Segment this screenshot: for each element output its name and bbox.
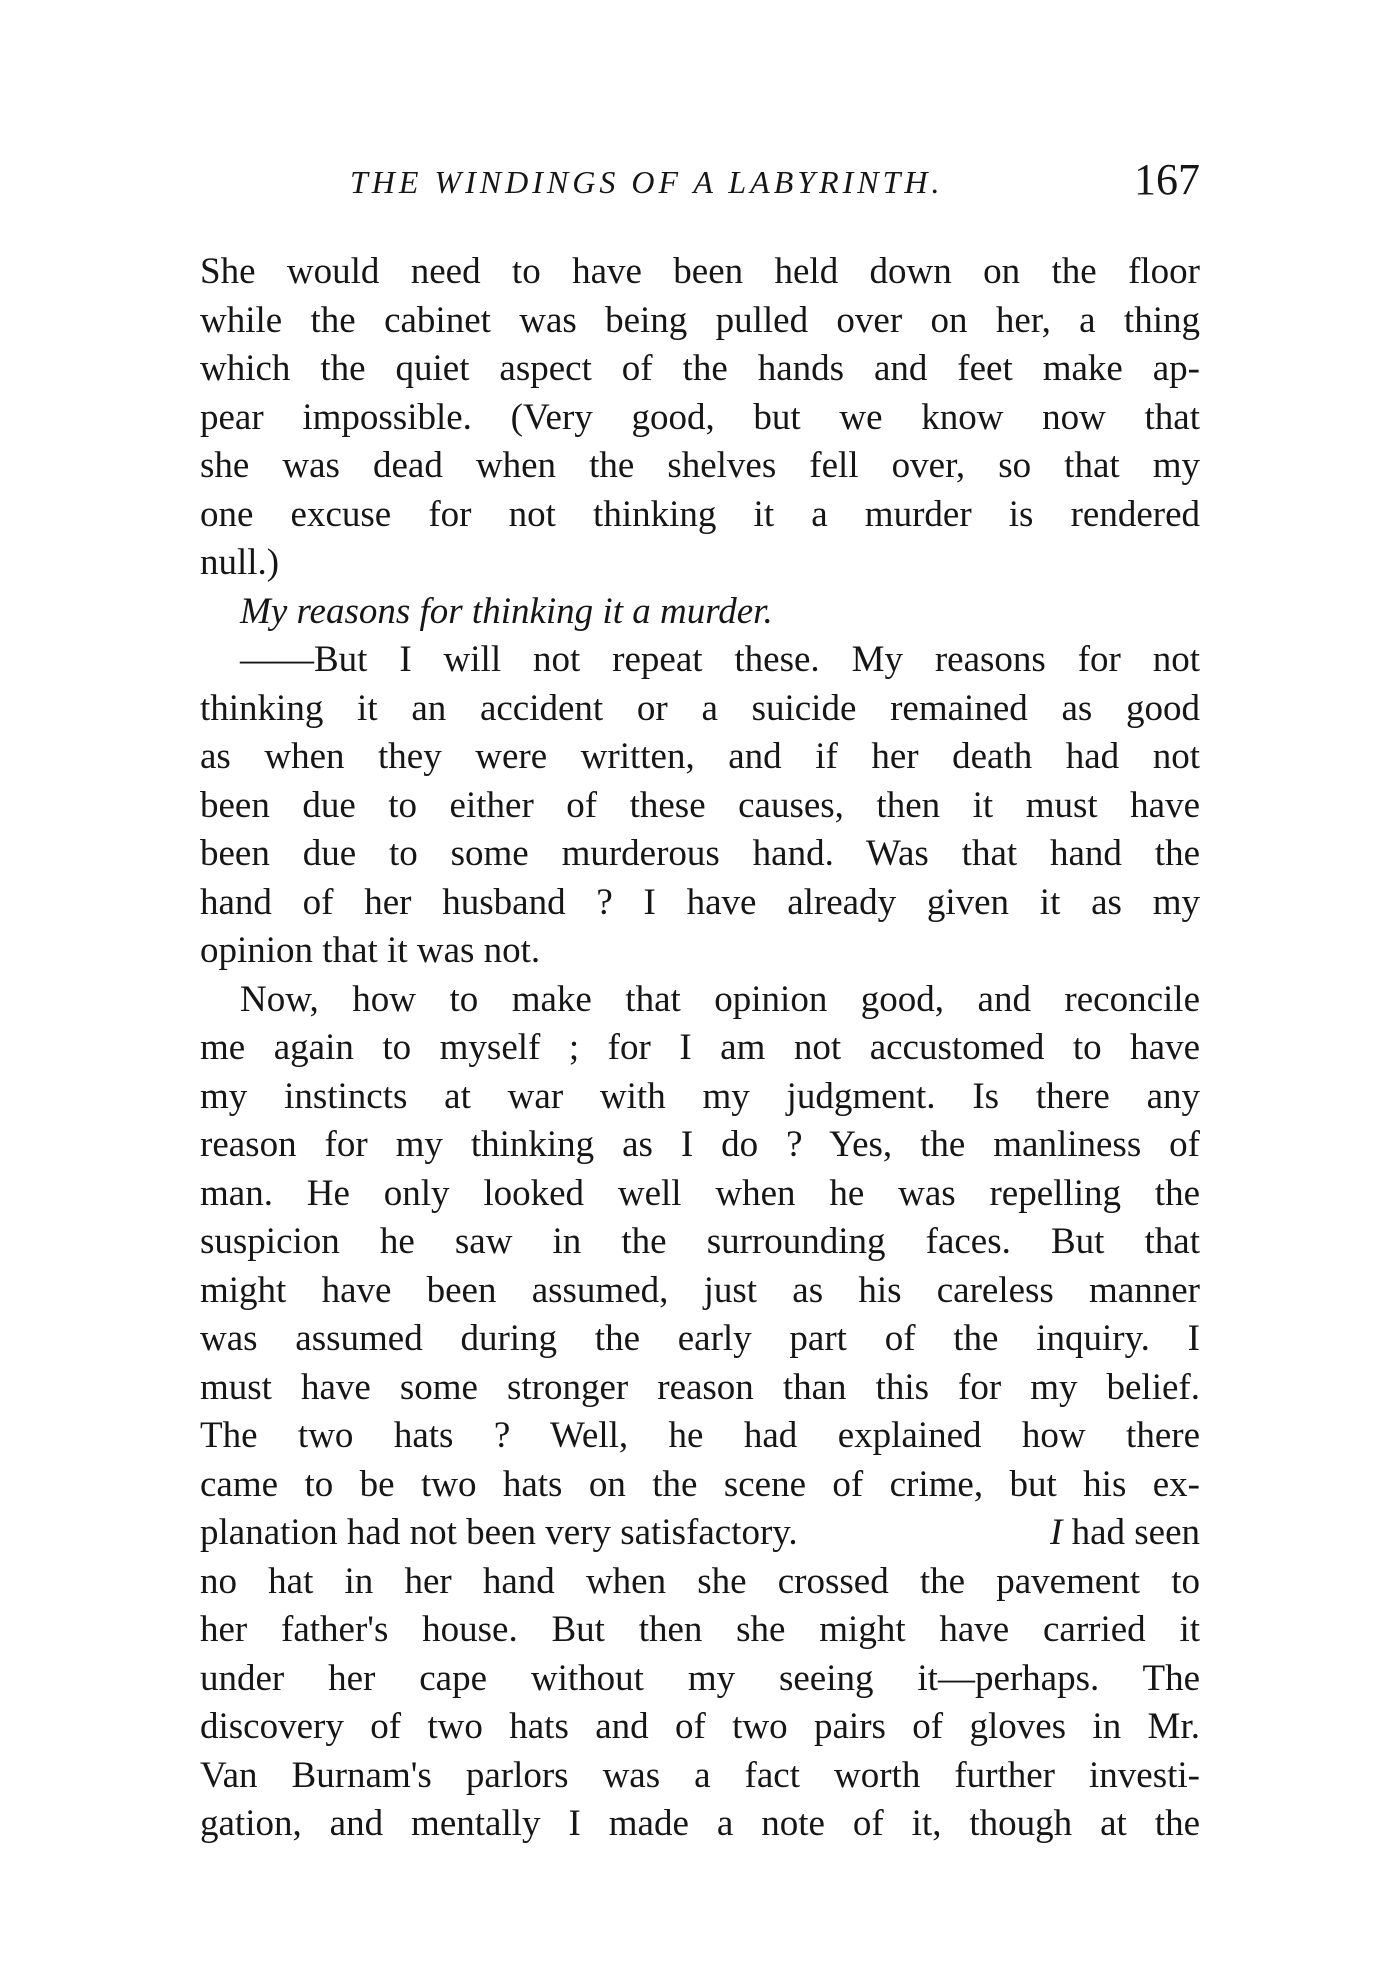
text-segment: had seen: [1071, 1512, 1200, 1553]
text-segment: planation had not been very satisfactory.: [200, 1512, 798, 1553]
text-line: suspicion he saw in the surrounding faces. But that: [200, 1221, 1200, 1262]
text-line: which the quiet aspect of the hands and feet make ap-: [200, 348, 1200, 389]
text-line: came to be two hats on the scene of crime, but his ex-: [200, 1463, 1200, 1505]
text-line: discovery of two hats and of two pairs of gloves in Mr.: [200, 1706, 1200, 1747]
text-line: she was dead when the shelves fell over, so that my: [200, 445, 1200, 486]
text-line: her father's house. But then she might have carried it: [200, 1609, 1200, 1650]
running-title: THE WINDINGS OF A LABYRINTH.: [350, 164, 944, 200]
text-line: while the cabinet was being pulled over on her, a thing: [200, 299, 1200, 341]
text-line: must have some stronger reason than this for my belief.: [200, 1366, 1200, 1408]
text-line: no hat in her hand when she crossed the pavement to: [200, 1560, 1200, 1602]
text-line: been due to either of these causes, then it must have: [200, 784, 1200, 826]
text-line: pear impossible. (Very good, but we know now that: [200, 396, 1200, 438]
section-heading: My reasons for thinking it a murder.: [240, 590, 773, 632]
body-text: [200, 248, 1200, 1849]
text-line: been due to some murderous hand. Was that hand the: [200, 833, 1200, 874]
text-line: She would need to have been held down on the floor: [200, 251, 1200, 292]
page-number: 167: [1134, 155, 1200, 204]
text-line: null.): [200, 542, 280, 583]
text-line: as when they were written, and if her death had not: [200, 736, 1200, 777]
text-line: one excuse for not thinking it a murder is rendered: [200, 493, 1200, 535]
text-line: reason for my thinking as I do ? Yes, the manliness of: [200, 1124, 1200, 1165]
text-line: The two hats ? Well, he had explained how there: [200, 1415, 1200, 1456]
text-line: Van Burnam's parlors was a fact worth further investi-: [200, 1754, 1200, 1796]
running-head: [200, 150, 1200, 210]
text-line: my instincts at war with my judgment. Is there any: [200, 1075, 1200, 1117]
text-line: man. He only looked well when he was repelling the: [200, 1172, 1200, 1214]
text-line: gation, and mentally I made a note of it, though at the: [200, 1803, 1200, 1844]
text-line-mixed: [200, 1509, 1200, 1558]
text-line: Now, how to make that opinion good, and reconcile: [240, 978, 1200, 1020]
text-line: opinion that it was not.: [200, 930, 541, 971]
text-line: under her cape without my seeing it—perhaps. The: [200, 1657, 1200, 1699]
text-line: hand of her husband ? I have already given it as my: [200, 881, 1200, 923]
text-line: me again to myself ; for I am not accustomed to have: [200, 1027, 1200, 1068]
text-line: ——But I will not repeat these. My reasons for not: [240, 639, 1200, 680]
text-line: was assumed during the early part of the inquiry. I: [200, 1318, 1200, 1359]
text-segment-group: [1050, 1509, 1200, 1558]
text-line: thinking it an accident or a suicide remained as good: [200, 687, 1200, 729]
emphasis-pronoun: I: [1050, 1512, 1063, 1553]
text-line: might have been assumed, just as his careless manner: [200, 1269, 1200, 1311]
